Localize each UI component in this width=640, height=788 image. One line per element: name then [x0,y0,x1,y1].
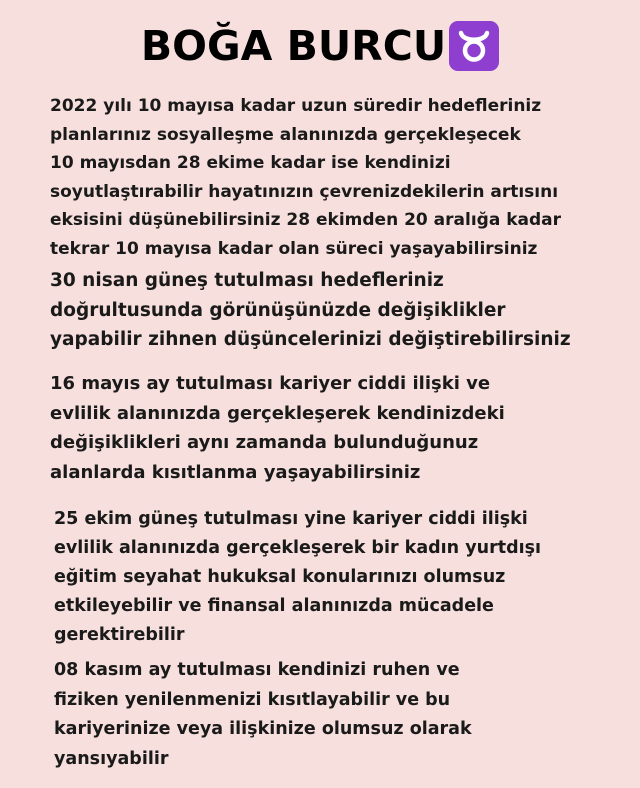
text-line: değişiklikleri aynı zamanda bulunduğunuz [50,432,479,453]
text-line: 30 nisan güneş tutulması hedefleriniz [50,270,444,291]
text-line: evlilik alanınızda gerçekleşerek kendinizdeki [50,402,505,424]
text-line: planlarınız sosyalleşme alanınızda gerçekleşecek [50,124,521,145]
text-line: alanlarda kısıtlanma yaşayabilirsiniz [50,461,421,483]
paragraph-october-25-solar-eclipse [54,505,541,650]
taurus-glyph [455,27,493,65]
paragraph-may-16-lunar-eclipse [50,369,505,487]
text-line: doğrultusunda görünüşünüzde değişiklikler [50,299,506,321]
text-line: gerektirebilir [54,625,185,645]
text-line: 10 mayısdan 28 ekime kadar ise kendinizi [50,153,451,173]
paragraph-november-8-lunar-eclipse [54,656,472,774]
text-line: tekrar 10 mayısa kadar olan süreci yaşayabilirsiniz [50,238,538,259]
text-line: 16 mayıs ay tutulması kariyer ciddi ilişki ve [50,373,491,394]
text-line: 25 ekim güneş tutulması yine kariyer ciddi ilişki [54,509,528,529]
text-line: eksisini düşünebilirsiniz 28 ekimden 20 aralığa kadar [50,210,562,230]
paragraph-2022-overview [50,92,561,263]
text-line: yapabilir zihnen düşüncelerinizi değiştirebilirsiniz [50,329,571,350]
taurus-sign-icon [449,21,499,71]
text-line: eğitim seyahat hukuksal konularınızı olumsuz [54,567,506,587]
title-row [0,18,640,74]
text-line: soyutlaştırabilir hayatınızın çevrenizdekilerin artısını [50,181,559,202]
text-line: evlilik alanınızda gerçekleşerek bir kadın yurtdışı [54,538,542,558]
text-line: kariyerinize veya ilişkinize olumsuz olarak [54,719,472,739]
text-line: etkileyebilir ve finansal alanınızda mücadele [54,596,494,616]
paragraph-april-30-solar-eclipse [50,266,571,355]
page-title: BOĞA BURCU [140,22,447,70]
text-line: fiziken yenilenmenizi kısıtlayabilir ve bu [54,689,451,710]
text-line: yansıyabilir [54,748,169,769]
text-line: 08 kasım ay tutulması kendinizi ruhen ve [54,660,460,680]
text-line: 2022 yılı 10 mayısa kadar uzun süredir hedefleriniz [50,96,542,116]
